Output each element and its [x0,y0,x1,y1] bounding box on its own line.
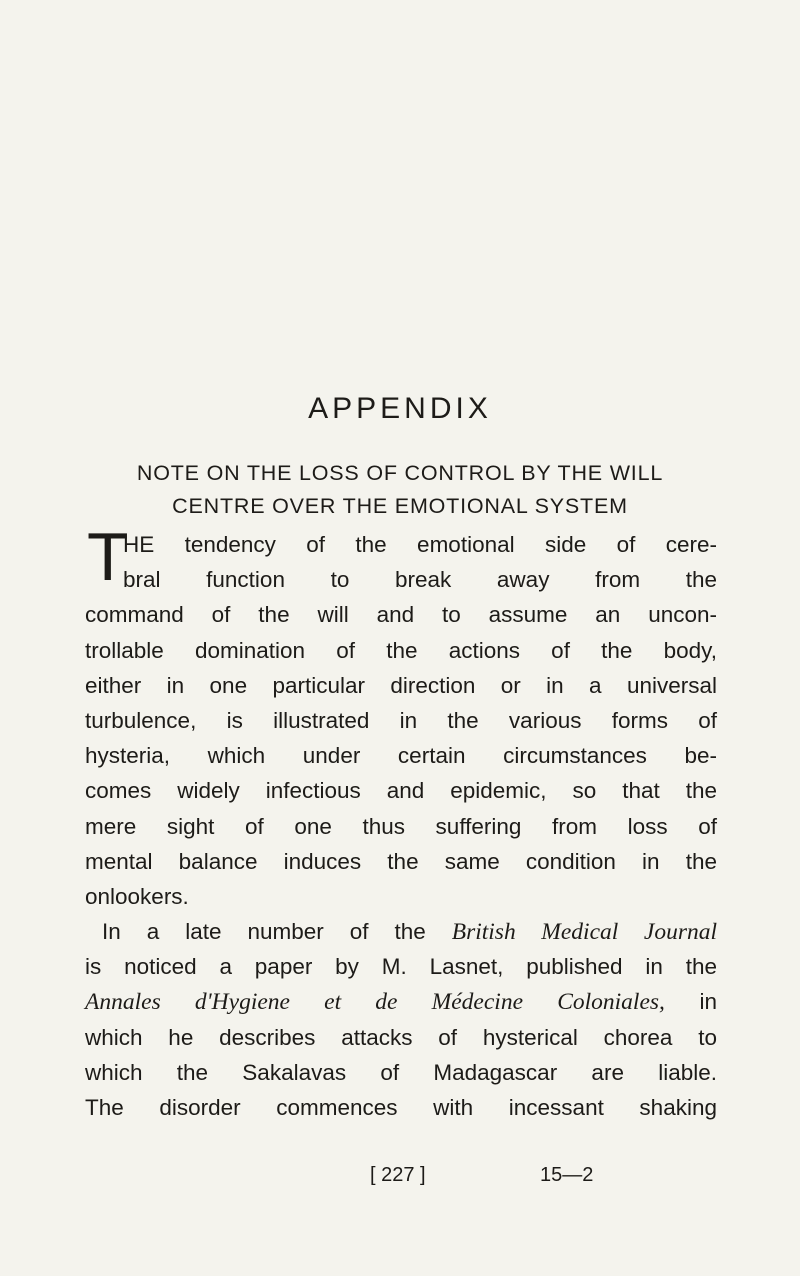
text-line: either in one particular direction or in a universal [85,672,717,698]
text-line: command of the will and to assume an uncon- [85,602,717,628]
text-line: The disorder commences with incessant shaking [85,1095,717,1120]
text-line: mere sight of one thus suffering from loss of [85,813,717,839]
subtitle-line-1: NOTE ON THE LOSS OF CONTROL BY THE WILL [136,461,664,485]
text-line: is noticed a paper by M. Lasnet, published in the [85,954,717,980]
body-text [85,519,717,1125]
text-line: trollable domination of the actions of the body, [85,637,717,663]
text-line: which the Sakalavas of Madagascar are liable. [85,1059,717,1085]
text-line: bral function to break away from the [123,567,717,593]
text-line [85,984,717,1019]
text-run: In a late number of the [102,919,452,945]
text-line: hysteria, which under certain circumstances be- [85,743,717,769]
journal-title: Annales d'Hygiene et de Médecine Coloniales, [85,989,665,1016]
text-line: which he describes attacks of hysterical chorea to [85,1024,717,1050]
subtitle-line-2: CENTRE OVER THE EMOTIONAL SYSTEM [172,494,628,518]
text-line [85,914,717,949]
journal-title: British Medical Journal [451,919,717,946]
page-number: [ 227 ] [370,1164,426,1186]
page-title: APPENDIX [308,392,492,425]
section-subtitle [0,457,800,523]
text-line: comes widely infectious and epidemic, so that the [85,778,717,804]
drop-cap: T [87,519,129,595]
text-run: in [664,989,717,1015]
signature-mark: 15—2 [540,1164,594,1186]
text-line: turbulence, is illustrated in the various forms of [85,707,717,733]
text-line: onlookers. [85,883,189,909]
text-line: HE tendency of the emotional side of cere- [123,532,717,557]
text-line: mental balance induces the same condition in the [85,848,717,874]
